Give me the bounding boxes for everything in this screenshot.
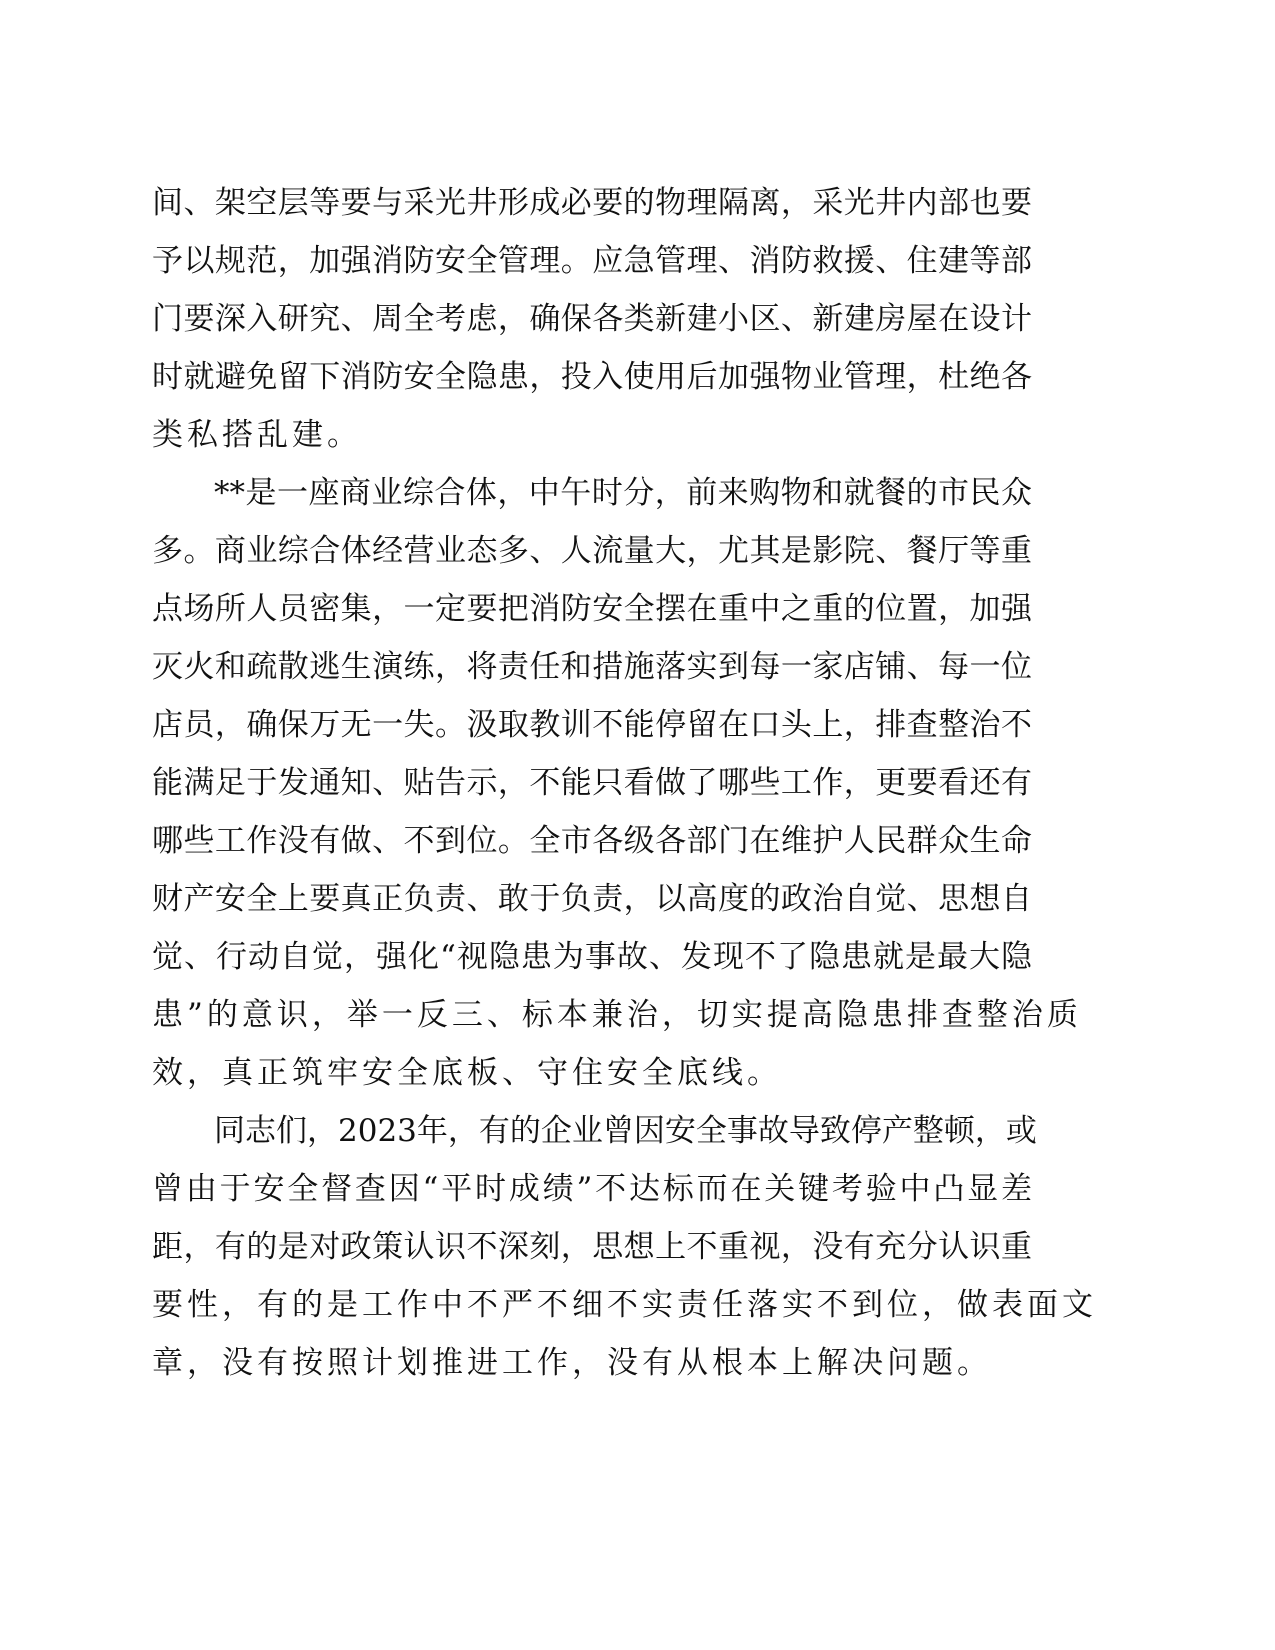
text-line: 曾由于安全督查因“平时成绩”不达标而在关键考验中凸显差 [152,1171,1032,1207]
text-line: 要性，有的是工作中不严不细不实责任落实不到位，做表面文 [152,1287,1097,1323]
paragraph-3 [152,1102,1097,1392]
text-line: 财产安全上要真正负责、敢于负责，以高度的政治自觉、思想自 [152,881,1032,917]
text-line: 门要深入研究、周全考虑，确保各类新建小区、新建房屋在设计 [152,301,1032,337]
text-line: 点场所人员密集，一定要把消防安全摆在重中之重的位置，加强 [152,591,1032,627]
text-line: 效，真正筑牢安全底板、守住安全底线。 [152,1055,782,1091]
text-line: 能满足于发通知、贴告示，不能只看做了哪些工作，更要看还有 [152,765,1032,801]
text-line: 同志们，2023年，有的企业曾因安全事故导致停产整顿，或 [214,1113,1037,1149]
text-line: 多。商业综合体经营业态多、人流量大，尤其是影院、餐厅等重 [152,533,1032,569]
text-line: 间、架空层等要与采光井形成必要的物理隔离，采光井内部也要 [152,185,1032,221]
text-line: 患”的意识，举一反三、标本兼治，切实提高隐患排查整治质 [152,997,1082,1033]
text-line: 哪些工作没有做、不到位。全市各级各部门在维护人民群众生命 [152,823,1032,859]
text-line: 时就避免留下消防安全隐患，投入使用后加强物业管理，杜绝各 [152,359,1032,395]
paragraph-1 [152,174,1032,464]
paragraph-2 [152,464,1082,1102]
document-body [152,174,1097,1392]
text-line: 章，没有按照计划推进工作，没有从根本上解决问题。 [152,1345,992,1381]
text-line: **是一座商业综合体，中午时分，前来购物和就餐的市民众 [214,475,1032,511]
text-line: 类私搭乱建。 [152,417,362,453]
text-line: 予以规范，加强消防安全管理。应急管理、消防救援、住建等部 [152,243,1032,279]
text-line: 觉、行动自觉，强化“视隐患为事故、发现不了隐患就是最大隐 [152,939,1032,975]
text-line: 灭火和疏散逃生演练，将责任和措施落实到每一家店铺、每一位 [152,649,1032,685]
text-line: 店员，确保万无一失。汲取教训不能停留在口头上，排查整治不 [152,707,1032,743]
text-line: 距，有的是对政策认识不深刻，思想上不重视，没有充分认识重 [152,1229,1032,1265]
